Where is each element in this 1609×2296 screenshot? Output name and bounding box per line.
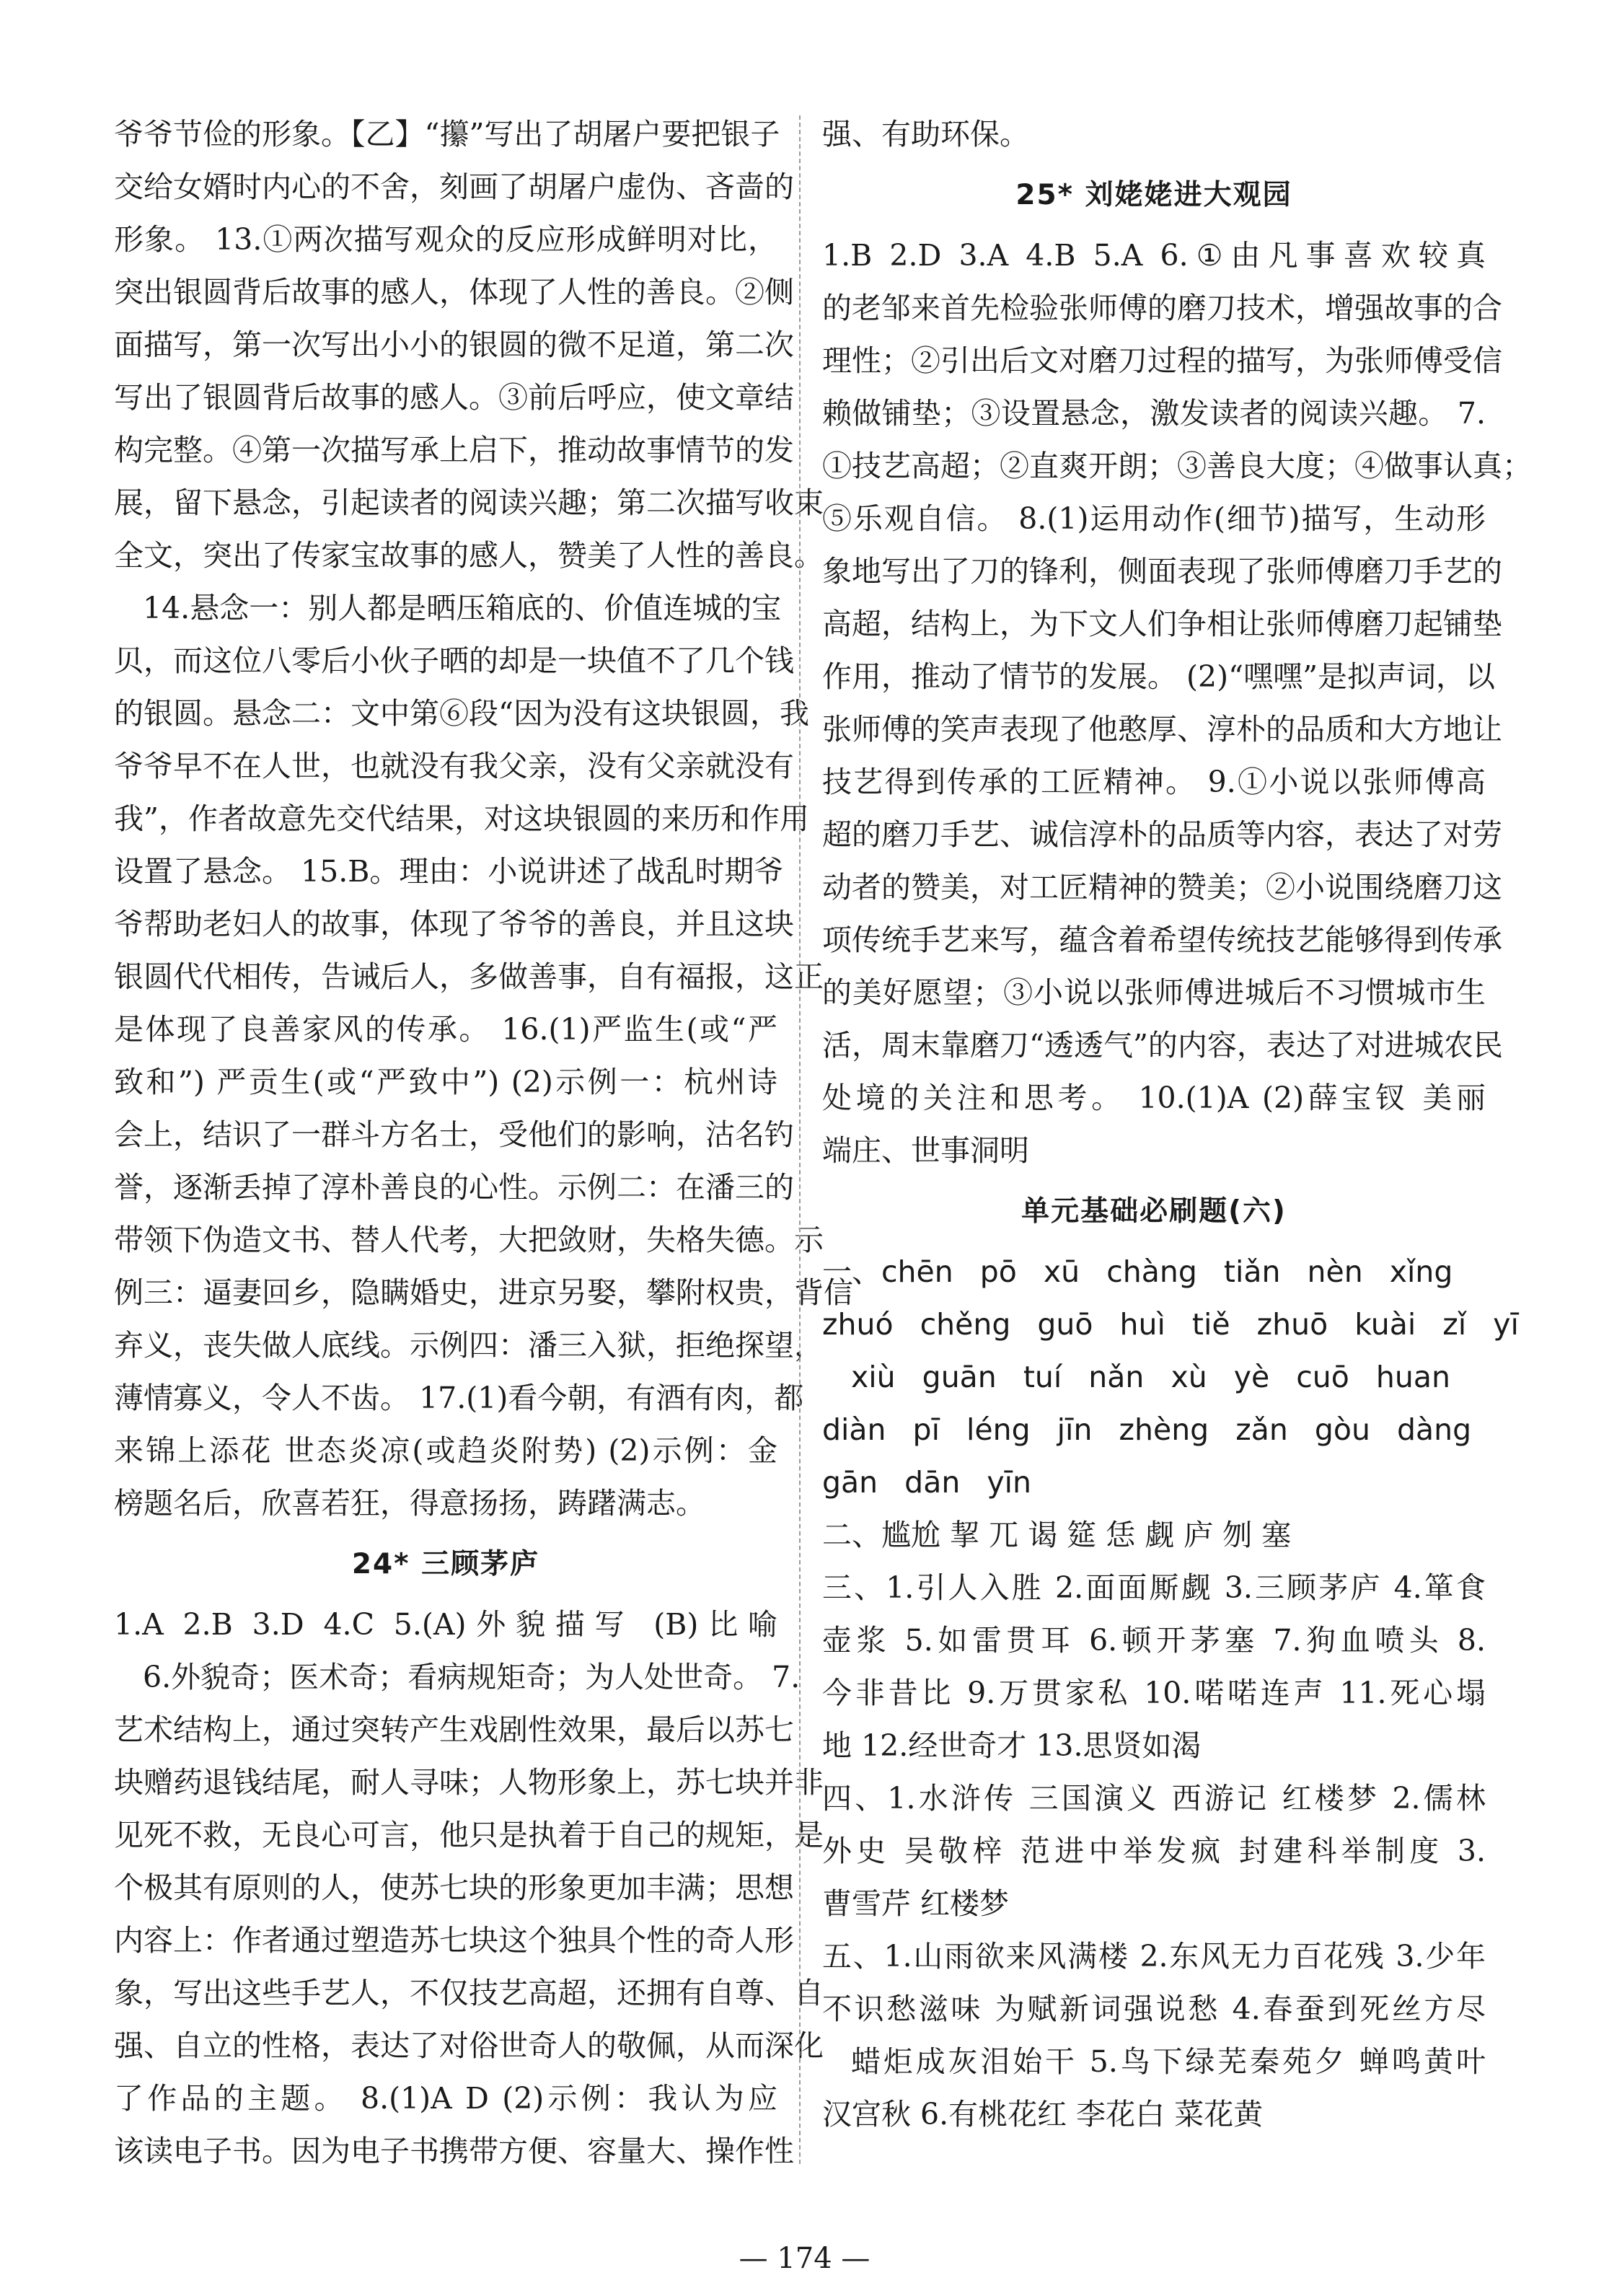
text-line: 带领下伪造文书、替人代考，大把敛财，失格失德。示 bbox=[114, 1223, 824, 1257]
text-line: 银圆代代相传，告诫后人，多做善事，自有福报，这正 bbox=[114, 959, 824, 994]
text-line: ①技艺高超；②直爽开朗；③善良大度；④做事认真； bbox=[822, 449, 1532, 483]
text-line: 作用，推动了情节的发展。 (2)“嘿嘿”是拟声词，以 bbox=[822, 659, 1496, 694]
text-line: 的银圆。悬念二：文中第⑥段“因为没有这块银圆，我 bbox=[114, 696, 809, 731]
text-line: 是体现了良善家风的传承。 16.(1)严监生(或“严 bbox=[114, 1012, 777, 1047]
text-line: 致和”) 严贡生(或“严致中”) (2)示例一：杭州诗 bbox=[114, 1065, 777, 1099]
text-line: 强、自立的性格，表达了对俗世奇人的敬佩，从而深化 bbox=[114, 2028, 824, 2063]
text-line: 理性；②引出后文对磨刀过程的描写，为张师傅受信 bbox=[822, 343, 1502, 378]
pinyin-line: zhuó chěng guō huì tiě zhuō kuài zǐ yī bbox=[822, 1307, 1519, 1342]
text-line: 汉宫秋 6.有桃花红 李花白 菜花黄 bbox=[822, 2097, 1264, 2132]
text-line: 写出了银圆背后故事的感人。③前后呼应，使文章结 bbox=[114, 380, 794, 415]
text-line: 地 12.经世奇才 13.思贤如渴 bbox=[822, 1728, 1202, 1763]
pinyin-line: gān dān yīn bbox=[822, 1465, 1031, 1500]
text-line: 外史 吴敬梓 范进中举发疯 封建科举制度 3. bbox=[822, 1834, 1486, 1868]
text-line: 蜡炬成灰泪始干 5.鸟下绿芜秦苑夕 蝉鸣黄叶 bbox=[851, 2044, 1486, 2079]
text-line: 内容上：作者通过塑造苏七块这个独具个性的奇人形 bbox=[114, 1923, 794, 1958]
right-column bbox=[822, 108, 1532, 2141]
text-line: 展，留下悬念，引起读者的阅读兴趣；第二次描写收束 bbox=[114, 485, 824, 520]
text-line: 三、1.引人入胜 2.面面厮觑 3.三顾茅庐 4.箪食 bbox=[822, 1570, 1486, 1605]
text-line: 见死不救，无良心可言，他只是执着于自己的规矩，是 bbox=[114, 1818, 824, 1852]
text-line: 象，写出这些手艺人，不仅技艺高超，还拥有自尊、自 bbox=[114, 1976, 824, 2010]
text-line: 块赠药退钱结尾，耐人寻味；人物形象上，苏七块并非 bbox=[114, 1765, 824, 1800]
text-line: 二、尴尬 挈 兀 谒 筵 恁 觑 庐 刎 塞 bbox=[822, 1518, 1292, 1552]
text-line: 形象。 13.①两次描写观众的反应形成鲜明对比， bbox=[114, 222, 777, 257]
text-line: 例三：逼妻回乡，隐瞒婚史，进京另娶，攀附权贵，背信 bbox=[114, 1275, 853, 1310]
text-line: 来锦上添花 世态炎凉(或趋炎附势) (2)示例：金 bbox=[114, 1433, 777, 1468]
text-line: 的老邹来首先检验张师傅的磨刀技术，增强故事的合 bbox=[822, 291, 1502, 325]
text-line: 今非昔比 9.万贯家私 10.喏喏连声 11.死心塌 bbox=[822, 1676, 1486, 1710]
text-line: 高超，结构上，为下文人们争相让张师傅磨刀起铺垫 bbox=[822, 607, 1502, 641]
text-line: 了作品的主题。 8.(1)A D (2)示例：我认为应 bbox=[114, 2081, 777, 2116]
text-line: 的美好愿望；③小说以张师傅进城后不习惯城市生 bbox=[822, 975, 1486, 1010]
text-line: 1.A 2.B 3.D 4.C 5.(A)外貌描写 (B)比喻 bbox=[114, 1607, 777, 1642]
text-line: 全文，突出了传家宝故事的感人，赞美了人性的善良。 bbox=[114, 538, 824, 573]
text-line: 艺术结构上，通过突转产生戏剧性效果，最后以苏七 bbox=[114, 1712, 794, 1747]
text-line: 贝，而这位八零后小伙子晒的却是一块值不了几个钱 bbox=[114, 643, 794, 678]
text-line: 赖做铺垫；③设置悬念，激发读者的阅读兴趣。 7. bbox=[822, 396, 1486, 431]
text-line: 爷帮助老妇人的故事，体现了爷爷的善良，并且这块 bbox=[114, 907, 794, 941]
text-line: 强、有助环保。 bbox=[822, 117, 1029, 151]
text-line: 交给女婿时内心的不舍，刻画了胡屠户虚伪、吝啬的 bbox=[114, 170, 794, 204]
section-heading-24: 24* 三顾茅庐 bbox=[351, 1548, 540, 1580]
section-heading-unit: 单元基础必刷题(六) bbox=[1021, 1195, 1287, 1228]
section-heading-25: 25* 刘姥姥进大观园 bbox=[1015, 179, 1292, 211]
text-line: 超的磨刀手艺、诚信淳朴的品质等内容，表达了对劳 bbox=[822, 817, 1502, 852]
text-line: ⑤乐观自信。 8.(1)运用动作(细节)描写，生动形 bbox=[822, 501, 1486, 536]
text-line: 壶浆 5.如雷贯耳 6.顿开茅塞 7.狗血喷头 8. bbox=[822, 1623, 1486, 1658]
pinyin-line: xiù guān tuí nǎn xù yè cuō huan bbox=[851, 1360, 1450, 1394]
text-line: 誉，逐渐丢掉了淳朴善良的心性。示例二：在潘三的 bbox=[114, 1170, 794, 1205]
text-line: 突出银圆背后故事的感人，体现了人性的善良。②侧 bbox=[114, 275, 794, 309]
text-line: 14.悬念一：别人都是晒压箱底的、价值连城的宝 bbox=[143, 591, 782, 625]
text-line: 1.B 2.D 3.A 4.B 5.A 6.①由凡事喜欢较真 bbox=[822, 238, 1486, 273]
text-line: 弃义，丧失做人底线。示例四：潘三入狱，拒绝探望， bbox=[114, 1328, 824, 1363]
text-line: 我”，作者故意先交代结果，对这块银圆的来历和作用 bbox=[114, 801, 809, 836]
text-line: 个极其有原则的人，使苏七块的形象更加丰满；思想 bbox=[114, 1870, 794, 1905]
text-line: 爷爷早不在人世，也就没有我父亲，没有父亲就没有 bbox=[114, 749, 794, 783]
text-line: 四、1.水浒传 三国演义 西游记 红楼梦 2.儒林 bbox=[822, 1781, 1486, 1816]
text-line: 面描写，第一次写出小小的银圆的微不足道，第二次 bbox=[114, 327, 794, 362]
pinyin-line: diàn pī léng jīn zhèng zǎn gòu dàng bbox=[822, 1412, 1472, 1447]
text-line: 榜题名后，欣喜若狂，得意扬扬，踌躇满志。 bbox=[114, 1486, 705, 1521]
text-line: 曹雪芹 红楼梦 bbox=[822, 1886, 1010, 1921]
column-divider bbox=[799, 115, 801, 2164]
left-column bbox=[114, 108, 853, 2178]
text-line: 端庄、世事洞明 bbox=[822, 1133, 1029, 1168]
page-number: — 174 — bbox=[739, 2242, 870, 2275]
text-line: 张师傅的笑声表现了他憨厚、淳朴的品质和大方地让 bbox=[822, 712, 1502, 747]
text-line: 技艺得到传承的工匠精神。 9.①小说以张师傅高 bbox=[822, 765, 1486, 799]
text-line: 会上，结识了一群斗方名士，受他们的影响，沽名钓 bbox=[114, 1117, 794, 1152]
text-line: 项传统手艺来写，蕴含着希望传统技艺能够得到传承 bbox=[822, 923, 1502, 957]
text-line: 活，周末靠磨刀“透透气”的内容，表达了对进城农民 bbox=[822, 1028, 1503, 1063]
text-line: 五、1.山雨欲来风满楼 2.东风无力百花残 3.少年 bbox=[822, 1939, 1486, 1974]
pinyin-line: 一、chēn pō xū chàng tiǎn nèn xǐng bbox=[822, 1254, 1453, 1289]
text-line: 构完整。④第一次描写承上启下，推动故事情节的发 bbox=[114, 433, 794, 467]
text-line: 6.外貌奇；医术奇；看病规矩奇；为人处世奇。 7. bbox=[143, 1660, 801, 1694]
text-line: 象地写出了刀的锋利，侧面表现了张师傅磨刀手艺的 bbox=[822, 554, 1502, 589]
text-line: 设置了悬念。 15.B。理由：小说讲述了战乱时期爷 bbox=[114, 854, 784, 889]
text-line: 不识愁滋味 为赋新词强说愁 4.春蚕到死丝方尽 bbox=[822, 1992, 1486, 2026]
text-line: 爷爷节俭的形象。【乙】“攥”写出了胡屠户要把银子 bbox=[114, 117, 780, 151]
text-line: 处境的关注和思考。 10.(1)A (2)薛宝钗 美丽 bbox=[822, 1081, 1486, 1115]
text-line: 动者的赞美，对工匠精神的赞美；②小说围绕磨刀这 bbox=[822, 870, 1502, 905]
text-line: 该读电子书。因为电子书携带方便、容量大、操作性 bbox=[114, 2134, 794, 2168]
text-line: 薄情寡义，令人不齿。 17.(1)看今朝，有酒有肉，都 bbox=[114, 1381, 804, 1415]
